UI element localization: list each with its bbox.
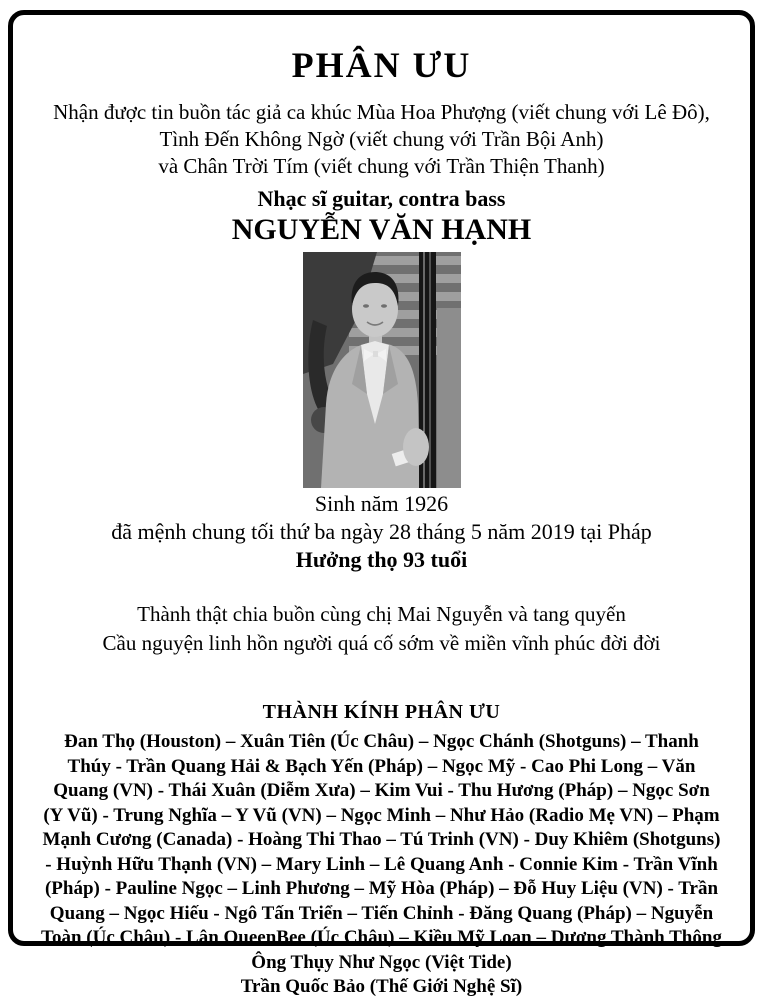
page-title: PHÂN ƯU [291,45,472,85]
intro-line: Nhận được tin buồn tác giả ca khúc Mùa Hoa Phượng (viết chung với Lê Đô), [53,100,710,124]
signers-line: Quang (VN) - Thái Xuân (Diễm Xưa) – Kim Vui - Thu Hương (Pháp) – Ngọc Sơn [53,780,710,801]
deceased-name: NGUYỄN VĂN HẠNH [231,213,532,246]
intro-line: Tình Đến Không Ngờ (viết chung với Trần Bội Anh) [159,127,604,151]
signers-line: Mạnh Cương (Canada) - Hoàng Thi Thao – Tú Trinh (VN) - Duy Khiêm (Shotguns) [42,829,721,850]
signers-list [13,730,750,1000]
portrait-photo [303,252,461,488]
condolence-line: Thành thật chia buồn cùng chị Mai Nguyễn và tang quyến [137,602,626,626]
hand [403,428,429,466]
signers-line: Đan Thọ (Houston) – Xuân Tiên (Úc Châu) – Ngọc Chánh (Shotguns) – Thanh [64,731,699,752]
bystander-sleeve [437,308,461,488]
condolence-line: Cầu nguyện linh hồn người quá cố sớm về miền vĩnh phúc đời đời [102,631,661,655]
death-line: đã mệnh chung tối thứ ba ngày 28 tháng 5 năm 2019 tại Pháp [111,519,652,544]
signers-line: Thúy - Trần Quang Hải & Bạch Yến (Pháp) – Ngọc Mỹ - Cao Phi Long – Văn [67,755,696,777]
notice-frame [8,10,755,997]
intro-line: và Chân Trời Tím (viết chung với Trần Thiện Thanh) [158,154,605,178]
signers-heading: THÀNH KÍNH PHÂN ƯU [262,701,501,723]
signers-line: (Pháp) - Pauline Ngọc – Linh Phương – Mỹ Hòa (Pháp) – Đỗ Huy Liệu (VN) - Trần [44,878,719,899]
birth-line: Sinh năm 1926 [314,491,449,516]
portrait-photo-illustration [303,252,461,488]
deceased-role: Nhạc sĩ guitar, contra bass [257,186,506,211]
signers-line: Ông Thụy Như Ngọc (Việt Tide) [251,951,512,973]
signers-line: (Y Vũ) - Trung Nghĩa – Y Vũ (VN) – Ngọc Minh – Như Hảo (Radio Mẹ VN) – Phạm [43,804,720,826]
signers-line: Trần Quốc Bảo (Thế Giới Nghệ Sĩ) [240,976,523,997]
signers-line: - Huỳnh Hữu Thạnh (VN) – Mary Linh – Lê Quang Anh - Connie Kim - Trần Vĩnh [45,853,718,875]
age-line: Hưởng thọ 93 tuổi [295,547,468,572]
bow-tie-knot [373,351,378,357]
condolence-paragraph [13,600,750,658]
intro-paragraph [13,99,750,180]
signers-line: Toàn (Úc Châu) - Lân QueenBee (Úc Châu) – Kiều Mỹ Loan – Dương Thành Thông [41,927,722,948]
signers-line: Quang – Ngọc Hiếu - Ngô Tấn Triển – Tiến Chỉnh - Đăng Quang (Pháp) – Nguyễn [49,902,714,924]
